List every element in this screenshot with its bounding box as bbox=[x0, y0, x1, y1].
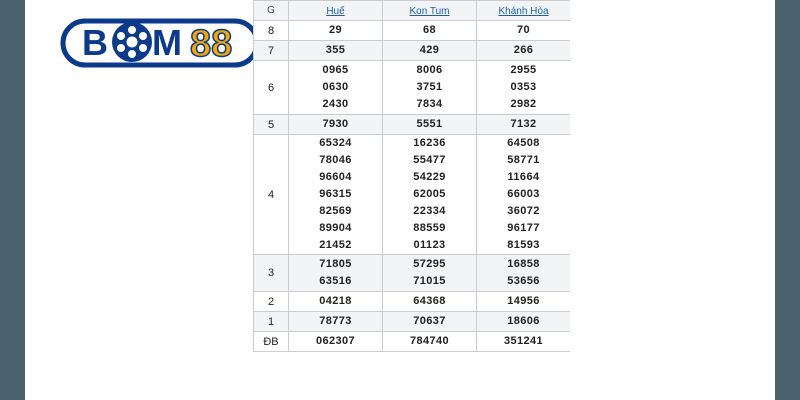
prize-number: 89904 bbox=[319, 222, 352, 234]
prize-number: 429 bbox=[419, 44, 440, 56]
prize-number: 22334 bbox=[413, 205, 446, 217]
prize-numbers-cell bbox=[289, 41, 383, 61]
prize-number: 16858 bbox=[507, 258, 540, 270]
prize-number: 0965 bbox=[322, 64, 349, 76]
prize-numbers-cell bbox=[383, 41, 477, 61]
prize-number: 21452 bbox=[319, 239, 352, 251]
prize-numbers-cell bbox=[289, 115, 383, 135]
prize-number: 16236 bbox=[413, 137, 446, 149]
prize-number: 11664 bbox=[507, 171, 540, 183]
prize-number: 04218 bbox=[319, 295, 352, 307]
prize-numbers-cell bbox=[289, 292, 383, 312]
prize-number: 82569 bbox=[319, 205, 352, 217]
prize-number: 96177 bbox=[507, 222, 540, 234]
prize-number: 78046 bbox=[319, 154, 352, 166]
prize-numbers-cell bbox=[477, 61, 571, 115]
table-head bbox=[254, 1, 571, 21]
prize-numbers-cell bbox=[383, 292, 477, 312]
white-sheet bbox=[25, 0, 775, 400]
prize-numbers-cell bbox=[289, 61, 383, 115]
prize-numbers-cell bbox=[383, 255, 477, 292]
prize-number: 351241 bbox=[503, 335, 544, 347]
prize-numbers-cell bbox=[383, 61, 477, 115]
prize-number: 55477 bbox=[413, 154, 446, 166]
prize-label: 7 bbox=[254, 41, 289, 61]
prize-number: 81593 bbox=[507, 239, 540, 251]
prize-number: 355 bbox=[325, 44, 346, 56]
prize-number: 64368 bbox=[413, 295, 446, 307]
prize-numbers-cell bbox=[383, 332, 477, 352]
prize-number: 2430 bbox=[322, 98, 349, 110]
prize-number: 71805 bbox=[319, 258, 352, 270]
prize-numbers-cell bbox=[289, 312, 383, 332]
prize-numbers-cell bbox=[477, 21, 571, 41]
bom88-logo bbox=[60, 8, 260, 78]
prize-number: 01123 bbox=[413, 239, 446, 251]
prize-number: 2982 bbox=[510, 98, 537, 110]
prize-numbers-cell bbox=[477, 135, 571, 255]
table-row bbox=[254, 115, 571, 135]
prize-number: 62005 bbox=[413, 188, 446, 200]
prize-number: 88559 bbox=[413, 222, 446, 234]
prize-number: 0630 bbox=[322, 81, 349, 93]
prize-numbers-cell bbox=[289, 135, 383, 255]
prize-number: 5551 bbox=[416, 118, 443, 130]
prize-number: 58771 bbox=[507, 154, 540, 166]
prize-label: 2 bbox=[254, 292, 289, 312]
prize-label: 1 bbox=[254, 312, 289, 332]
prize-number: 14956 bbox=[507, 295, 540, 307]
bom88-logo-svg bbox=[60, 8, 260, 78]
prize-label: 6 bbox=[254, 61, 289, 115]
prize-numbers-cell bbox=[383, 115, 477, 135]
prize-number: 96315 bbox=[319, 188, 352, 200]
province-link-khanhhoa[interactable]: Khánh Hòa bbox=[498, 5, 549, 17]
table-row bbox=[254, 135, 571, 255]
table-row bbox=[254, 255, 571, 292]
prize-number: 70637 bbox=[413, 315, 446, 327]
prize-label: 5 bbox=[254, 115, 289, 135]
column-header-province-2 bbox=[383, 1, 477, 21]
province-link-kontum[interactable]: Kon Tum bbox=[409, 5, 450, 17]
prize-number: 53656 bbox=[507, 275, 540, 287]
prize-numbers-cell bbox=[383, 135, 477, 255]
svg-text:B: B bbox=[82, 22, 108, 63]
svg-text:M: M bbox=[152, 22, 182, 63]
prize-number: 2955 bbox=[510, 64, 537, 76]
results-table bbox=[253, 0, 570, 352]
prize-number: 29 bbox=[328, 24, 343, 36]
lottery-results-table bbox=[253, 0, 570, 400]
prize-number: 66003 bbox=[507, 188, 540, 200]
table-row bbox=[254, 41, 571, 61]
svg-text:88: 88 bbox=[190, 23, 233, 65]
prize-number: 96604 bbox=[319, 171, 352, 183]
prize-number: 7930 bbox=[322, 118, 349, 130]
prize-number: 70 bbox=[516, 24, 531, 36]
prize-label: 3 bbox=[254, 255, 289, 292]
prize-numbers-cell bbox=[477, 332, 571, 352]
prize-numbers-cell bbox=[289, 255, 383, 292]
prize-number: 8006 bbox=[416, 64, 443, 76]
prize-numbers-cell bbox=[383, 312, 477, 332]
prize-numbers-cell bbox=[289, 332, 383, 352]
column-header-prize: G bbox=[254, 1, 289, 21]
prize-numbers-cell bbox=[383, 21, 477, 41]
prize-label: 8 bbox=[254, 21, 289, 41]
province-link-hue[interactable]: Huế bbox=[326, 5, 345, 17]
prize-number: 062307 bbox=[315, 335, 356, 347]
prize-number: 63516 bbox=[319, 275, 352, 287]
table-row bbox=[254, 21, 571, 41]
prize-number: 18606 bbox=[507, 315, 540, 327]
prize-number: 784740 bbox=[409, 335, 450, 347]
column-header-province-3 bbox=[477, 1, 571, 21]
prize-number: 68 bbox=[422, 24, 437, 36]
prize-number: 54229 bbox=[413, 171, 446, 183]
prize-numbers-cell bbox=[477, 115, 571, 135]
prize-label: ĐB bbox=[254, 332, 289, 352]
prize-numbers-cell bbox=[477, 255, 571, 292]
prize-numbers-cell bbox=[477, 312, 571, 332]
table-body bbox=[254, 21, 571, 352]
prize-number: 65324 bbox=[319, 137, 352, 149]
prize-number: 71015 bbox=[413, 275, 446, 287]
prize-number: 64508 bbox=[507, 137, 540, 149]
table-row bbox=[254, 312, 571, 332]
table-row bbox=[254, 292, 571, 312]
prize-label: 4 bbox=[254, 135, 289, 255]
table-row bbox=[254, 332, 571, 352]
prize-numbers-cell bbox=[289, 21, 383, 41]
prize-numbers-cell bbox=[477, 292, 571, 312]
column-header-province-1 bbox=[289, 1, 383, 21]
prize-number: 266 bbox=[513, 44, 534, 56]
prize-number: 78773 bbox=[319, 315, 352, 327]
prize-number: 7834 bbox=[416, 98, 443, 110]
prize-number: 57295 bbox=[413, 258, 446, 270]
prize-number: 7132 bbox=[510, 118, 537, 130]
prize-numbers-cell bbox=[477, 41, 571, 61]
prize-number: 36072 bbox=[507, 205, 540, 217]
prize-number: 3751 bbox=[416, 81, 443, 93]
prize-number: 0353 bbox=[510, 81, 537, 93]
table-row bbox=[254, 61, 571, 115]
